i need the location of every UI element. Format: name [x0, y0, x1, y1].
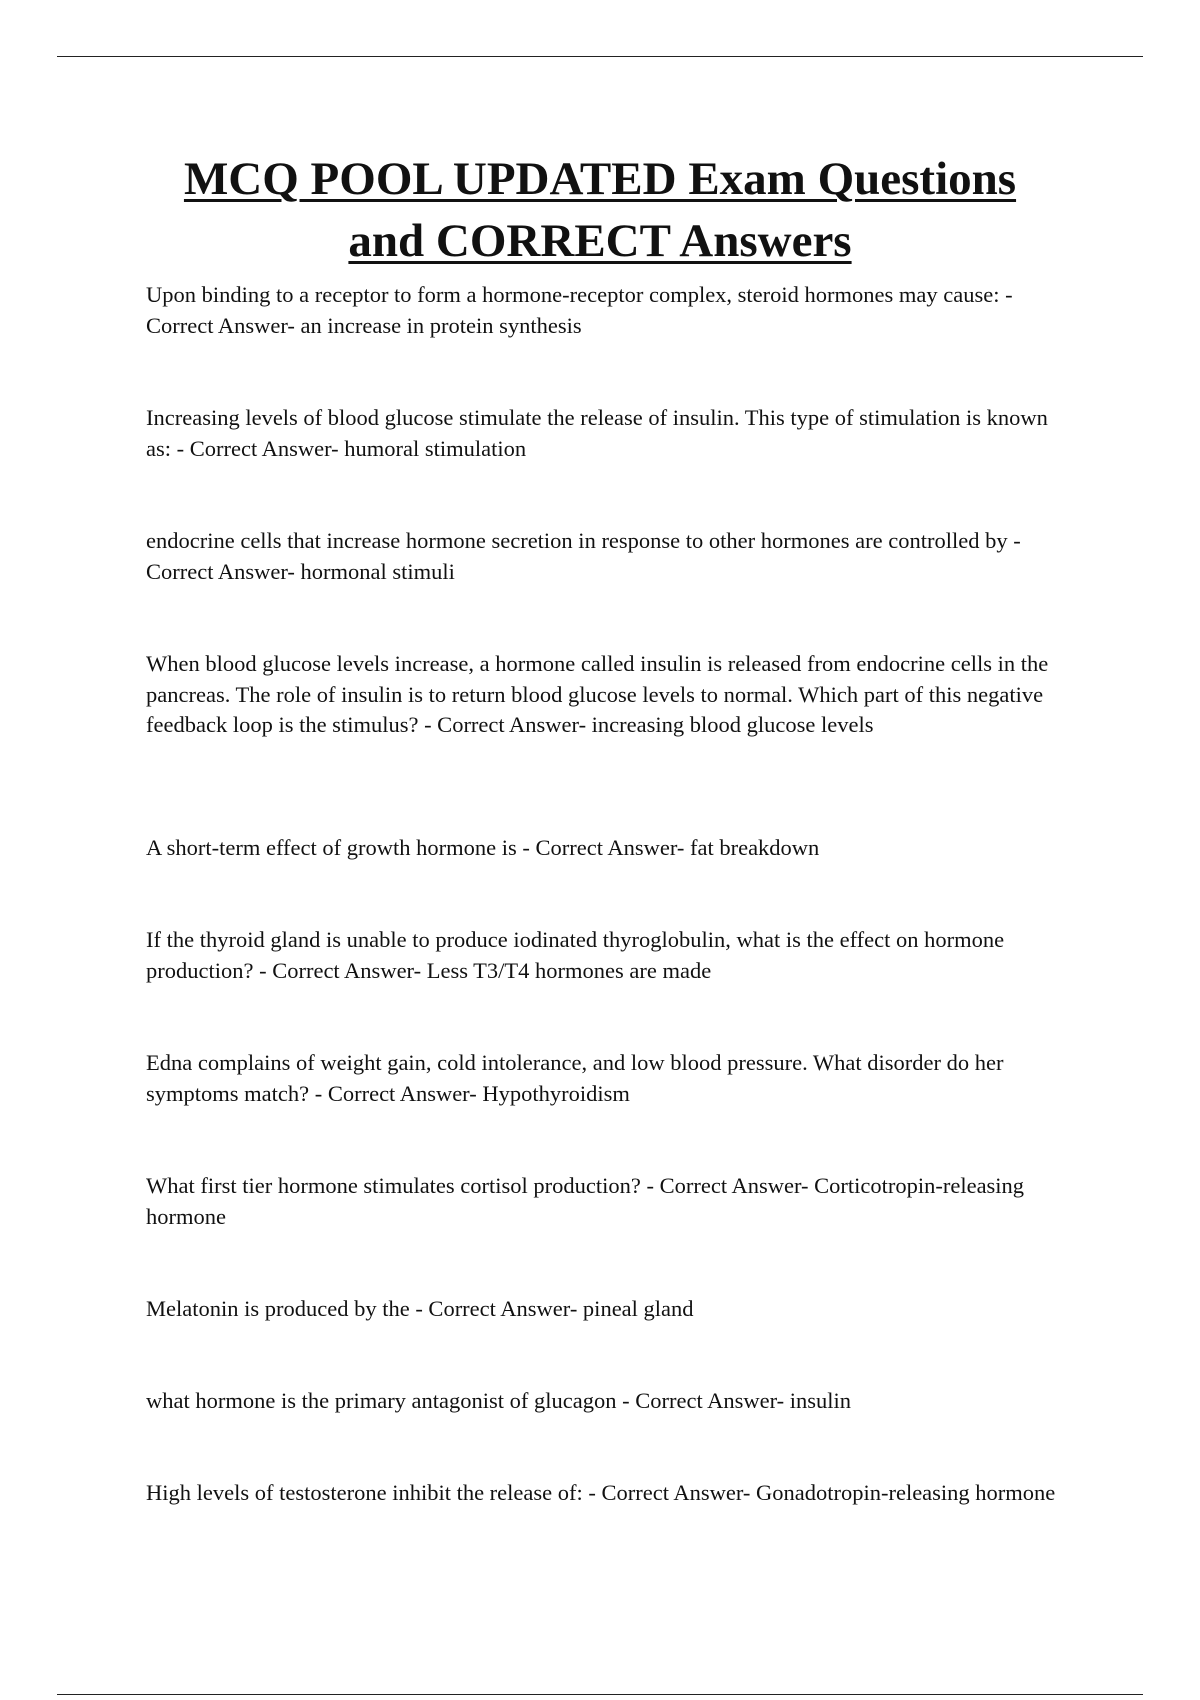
footer-rule [57, 1694, 1143, 1695]
qa-item-2: Increasing levels of blood glucose stimulate the release of insulin. This type of stimulation is known as: - Correct Answer- humoral stimulation [146, 405, 1048, 461]
question-answer-list [146, 280, 1066, 1601]
qa-item-6: If the thyroid gland is unable to produce iodinated thyroglobulin, what is the effect on hormone production? - Correct Answer- Less T3/T4 hormones are made [146, 927, 1005, 983]
qa-item-1: Upon binding to a receptor to form a hormone-receptor complex, steroid hormones may cause: - Correct Answer- an increase in protein synthesis [146, 282, 1013, 338]
header-rule [57, 56, 1143, 57]
qa-item-5: A short-term effect of growth hormone is - Correct Answer- fat breakdown [146, 835, 820, 860]
qa-item-10: what hormone is the primary antagonist of glucagon - Correct Answer- insulin [146, 1388, 852, 1413]
qa-item-7: Edna complains of weight gain, cold intolerance, and low blood pressure. What disorder do her symptoms match? - Correct Answer- Hypothyroidism [146, 1050, 1004, 1106]
qa-item-3: endocrine cells that increase hormone secretion in response to other hormones are controlled by - Correct Answer- hormonal stimuli [146, 528, 1021, 584]
qa-item-11: High levels of testosterone inhibit the release of: - Correct Answer- Gonadotropin-releasing hormone [146, 1480, 1056, 1505]
page-title [100, 148, 1100, 272]
qa-item-9: Melatonin is produced by the - Correct Answer- pineal gland [146, 1296, 694, 1321]
title-line-1: MCQ POOL UPDATED Exam Questions [183, 153, 1017, 205]
title-line-2: and CORRECT Answers [348, 215, 852, 267]
qa-item-4: When blood glucose levels increase, a hormone called insulin is released from endocrine cells in the pancreas. The role of insulin is to return blood glucose levels to normal. Which part of this negative feedback loop is the stimulus? - Correct Answer- increasing blood glucose levels [146, 651, 1049, 737]
qa-item-8: What first tier hormone stimulates cortisol production? - Correct Answer- Corticotropin-releasing hormone [146, 1173, 1025, 1229]
